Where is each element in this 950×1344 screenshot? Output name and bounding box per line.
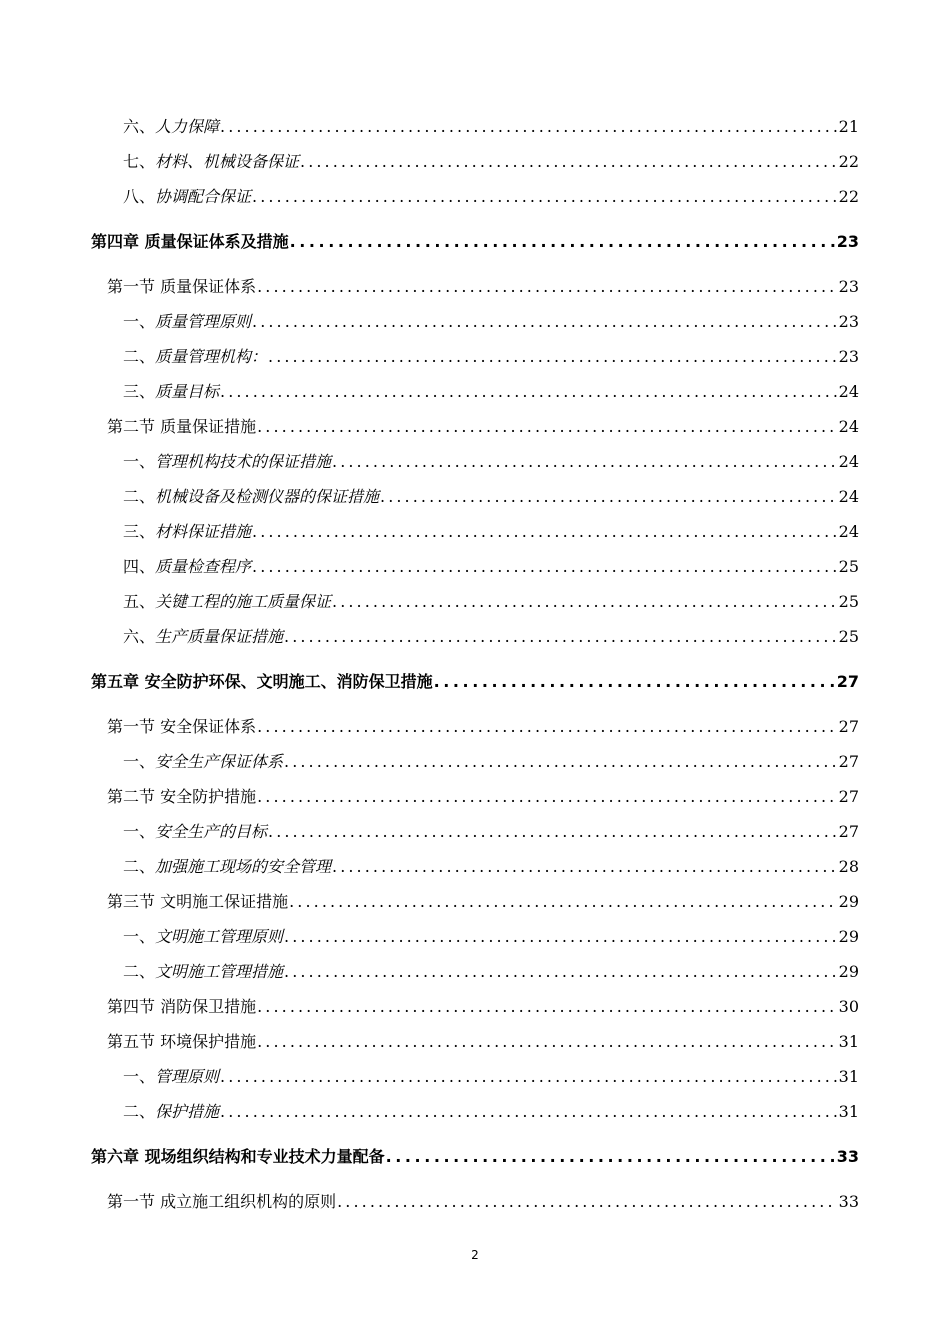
toc-entry-number: 第四节 <box>107 997 156 1016</box>
toc-entry-text: 质量检查程序 <box>155 557 252 576</box>
toc-entry[interactable] <box>123 382 859 402</box>
toc-entry[interactable] <box>107 717 859 737</box>
toc-entry-title <box>107 787 256 807</box>
toc-entry[interactable] <box>91 232 859 252</box>
toc-entry[interactable] <box>123 927 859 947</box>
toc-entry-number: 第三节 <box>107 892 156 911</box>
toc-entry-text: 质量目标 <box>155 382 220 401</box>
toc-entry-page: 25 <box>838 592 859 611</box>
toc-entry[interactable] <box>107 277 859 297</box>
toc-entry[interactable] <box>123 312 859 332</box>
toc-dot-leader <box>257 1032 837 1052</box>
toc-dot-leader <box>220 382 837 402</box>
toc-entry-number: 一、 <box>123 822 156 841</box>
toc-entry-number: 二、 <box>123 347 156 366</box>
toc-entry-text: 协调配合保证 <box>155 187 252 206</box>
toc-dot-leader <box>290 232 835 252</box>
toc-dot-leader <box>268 347 837 367</box>
page-number: 2 <box>471 1248 479 1262</box>
toc-dot-leader <box>257 787 837 807</box>
toc-entry-text: 安全防护环保、文明施工、消防保卫措施 <box>144 672 433 691</box>
toc-entry-page: 27 <box>838 822 859 841</box>
toc-entry-text: 管理机构技术的保证措施 <box>155 452 332 471</box>
toc-entry-number: 三、 <box>123 522 156 541</box>
toc-entry-number: 第二节 <box>107 787 156 806</box>
toc-entry-text: 加强施工现场的安全管理 <box>155 857 332 876</box>
toc-entry-text: 文明施工管理原则 <box>155 927 284 946</box>
toc-entry-title <box>123 822 267 842</box>
toc-entry-number: 第一节 <box>107 717 156 736</box>
toc-entry-text: 安全生产保证体系 <box>155 752 284 771</box>
toc-entry-number: 第五节 <box>107 1032 156 1051</box>
toc-entry-number: 五、 <box>123 592 156 611</box>
toc-entry-page: 29 <box>838 962 859 981</box>
toc-entry[interactable] <box>123 187 859 207</box>
toc-entry[interactable] <box>91 672 859 692</box>
toc-entry-text: 现场组织结构和专业技术力量配备 <box>144 1147 385 1166</box>
toc-entry-page: 21 <box>838 117 859 136</box>
toc-entry-number: 四、 <box>123 557 156 576</box>
toc-entry-number: 第六章 <box>91 1147 140 1166</box>
toc-entry-text: 安全生产的目标 <box>155 822 268 841</box>
toc-entry-page: 30 <box>838 997 859 1016</box>
toc-entry-page: 31 <box>838 1102 859 1121</box>
toc-entry-page: 25 <box>838 557 859 576</box>
toc-entry[interactable] <box>107 997 859 1017</box>
toc-dot-leader <box>380 487 837 507</box>
toc-entry-text: 生产质量保证措施 <box>155 627 284 646</box>
toc-entry-number: 一、 <box>123 927 156 946</box>
toc-entry-text: 质量管理原则 <box>155 312 252 331</box>
toc-dot-leader <box>268 822 837 842</box>
toc-entry-number: 八、 <box>123 187 156 206</box>
toc-entry-title <box>123 927 283 947</box>
toc-entry-title <box>123 557 251 577</box>
toc-entry-page: 27 <box>836 672 859 691</box>
toc-entry-page: 29 <box>838 927 859 946</box>
toc-entry[interactable] <box>123 857 859 877</box>
toc-dot-leader <box>220 1102 837 1122</box>
toc-dot-leader <box>386 1147 835 1167</box>
toc-entry-page: 31 <box>838 1067 859 1086</box>
toc-entry-title <box>107 417 256 437</box>
toc-dot-leader <box>284 927 837 947</box>
toc-dot-leader <box>284 752 837 772</box>
toc-entry-text: 质量保证体系 <box>160 277 257 296</box>
toc-entry-page: 27 <box>838 717 859 736</box>
toc-entry-page: 33 <box>836 1147 859 1166</box>
toc-dot-leader <box>300 152 837 172</box>
toc-entry-text: 材料、机械设备保证 <box>155 152 300 171</box>
toc-entry[interactable] <box>123 452 859 472</box>
toc-entry-page: 27 <box>838 787 859 806</box>
toc-entry-page: 23 <box>836 232 859 251</box>
toc-dot-leader <box>252 522 837 542</box>
toc-dot-leader <box>332 452 837 472</box>
toc-dot-leader <box>332 857 837 877</box>
toc-entry-number: 第四章 <box>91 232 140 251</box>
toc-entry-title <box>123 857 331 877</box>
toc-dot-leader <box>252 312 837 332</box>
toc-entry-number: 六、 <box>123 117 156 136</box>
toc-entry[interactable] <box>107 787 859 807</box>
toc-entry-text: 成立施工组织机构的原则 <box>160 1192 337 1211</box>
toc-entry-text: 文明施工管理措施 <box>155 962 284 981</box>
toc-entry-text: 质量保证措施 <box>160 417 257 436</box>
toc-entry-page: 27 <box>838 752 859 771</box>
toc-entry[interactable] <box>107 892 859 912</box>
toc-entry-text: 文明施工保证措施 <box>160 892 289 911</box>
toc-entry-number: 二、 <box>123 857 156 876</box>
toc-entry-number: 一、 <box>123 312 156 331</box>
toc-entry-title <box>123 382 219 402</box>
toc-entry-number: 第二节 <box>107 417 156 436</box>
toc-entry[interactable] <box>123 522 859 542</box>
toc-entry-title <box>123 1067 219 1087</box>
toc-dot-leader <box>252 187 837 207</box>
toc-entry-number: 二、 <box>123 1102 156 1121</box>
toc-entry[interactable] <box>107 1032 859 1052</box>
toc-dot-leader <box>257 717 837 737</box>
toc-dot-leader <box>220 1067 837 1087</box>
toc-entry-text: 安全保证体系 <box>160 717 257 736</box>
toc-entry-title <box>91 672 433 692</box>
toc-entry[interactable] <box>91 1147 859 1167</box>
toc-dot-leader <box>337 1192 837 1212</box>
toc-entry-text: 消防保卫措施 <box>160 997 257 1016</box>
toc-entry-text: 机械设备及检测仪器的保证措施 <box>155 487 380 506</box>
toc-entry-title <box>123 1102 219 1122</box>
toc-entry-title <box>107 277 256 297</box>
toc-entry-title <box>123 152 299 172</box>
toc-entry-page: 31 <box>838 1032 859 1051</box>
toc-entry-number: 第一节 <box>107 277 156 296</box>
toc-entry-text: 材料保证措施 <box>155 522 252 541</box>
toc-entry-title <box>123 592 331 612</box>
toc-entry-number: 一、 <box>123 752 156 771</box>
toc-entry[interactable] <box>123 152 859 172</box>
toc-entry-page: 25 <box>838 627 859 646</box>
toc-entry-title <box>91 1147 385 1167</box>
toc-entry-number: 二、 <box>123 962 156 981</box>
toc-entry-title <box>107 892 288 912</box>
toc-entry-title <box>107 997 256 1017</box>
toc-entry-title <box>123 117 219 137</box>
toc-entry-page: 24 <box>838 487 859 506</box>
toc-entry-page: 23 <box>838 347 859 366</box>
toc-entry-title <box>123 962 283 982</box>
toc-entry-title <box>123 522 251 542</box>
toc-dot-leader <box>220 117 837 137</box>
toc-entry-text: 保护措施 <box>155 1102 220 1121</box>
toc-entry-page: 29 <box>838 892 859 911</box>
toc-dot-leader <box>257 277 837 297</box>
toc-entry-title <box>123 752 283 772</box>
toc-entry-title <box>123 312 251 332</box>
toc-entry-text: 安全防护措施 <box>160 787 257 806</box>
toc-entry[interactable] <box>123 487 859 507</box>
toc-entry[interactable] <box>123 962 859 982</box>
toc-entry[interactable] <box>107 417 859 437</box>
toc-entry[interactable] <box>123 117 859 137</box>
toc-dot-leader <box>434 672 835 692</box>
toc-entry-text: 关键工程的施工质量保证 <box>155 592 332 611</box>
toc-entry[interactable] <box>123 627 859 647</box>
toc-entry-text: 管理原则 <box>155 1067 220 1086</box>
toc-entry-text: 人力保障 <box>155 117 220 136</box>
toc-entry-number: 一、 <box>123 1067 156 1086</box>
toc-entry-title <box>123 627 283 647</box>
toc-entry-page: 33 <box>838 1192 859 1211</box>
toc-entry-page: 23 <box>838 312 859 331</box>
toc-entry-page: 22 <box>838 152 859 171</box>
toc-entry-page: 22 <box>838 187 859 206</box>
toc-dot-leader <box>252 557 837 577</box>
toc-entry-text: 质量管理机构： <box>155 347 268 366</box>
toc-entry-page: 24 <box>838 452 859 471</box>
toc-entry-title <box>107 1032 256 1052</box>
toc-entry-text: 质量保证体系及措施 <box>144 232 289 251</box>
toc-dot-leader <box>284 627 837 647</box>
toc-entry-title <box>107 1192 336 1212</box>
toc-entry-number: 一、 <box>123 452 156 471</box>
toc-entry[interactable] <box>123 1102 859 1122</box>
toc-entry[interactable] <box>123 347 859 367</box>
toc-entry[interactable] <box>123 822 859 842</box>
toc-dot-leader <box>289 892 837 912</box>
toc-entry[interactable] <box>123 1067 859 1087</box>
toc-entry-title <box>123 187 251 207</box>
toc-dot-leader <box>257 417 837 437</box>
toc-entry-title <box>123 487 379 507</box>
toc-entry-number: 三、 <box>123 382 156 401</box>
toc-entry-number: 第一节 <box>107 1192 156 1211</box>
toc-dot-leader <box>257 997 837 1017</box>
toc-entry[interactable] <box>123 557 859 577</box>
toc-entry-number: 第五章 <box>91 672 140 691</box>
toc-entry-page: 24 <box>838 417 859 436</box>
toc-entry-title <box>91 232 289 252</box>
toc-entry[interactable] <box>123 752 859 772</box>
toc-entry[interactable] <box>123 592 859 612</box>
toc-entry-title <box>107 717 256 737</box>
toc-entry-title <box>123 347 267 367</box>
toc-entry-title <box>123 452 331 472</box>
toc-entry-number: 六、 <box>123 627 156 646</box>
toc-entry-page: 24 <box>838 522 859 541</box>
toc-entry-number: 七、 <box>123 152 156 171</box>
toc-dot-leader <box>332 592 837 612</box>
toc-entry[interactable] <box>107 1192 859 1212</box>
toc-entry-number: 二、 <box>123 487 156 506</box>
toc-entry-page: 28 <box>838 857 859 876</box>
toc-entry-text: 环境保护措施 <box>160 1032 257 1051</box>
toc-entry-page: 23 <box>838 277 859 296</box>
toc-dot-leader <box>284 962 837 982</box>
toc-entry-page: 24 <box>838 382 859 401</box>
